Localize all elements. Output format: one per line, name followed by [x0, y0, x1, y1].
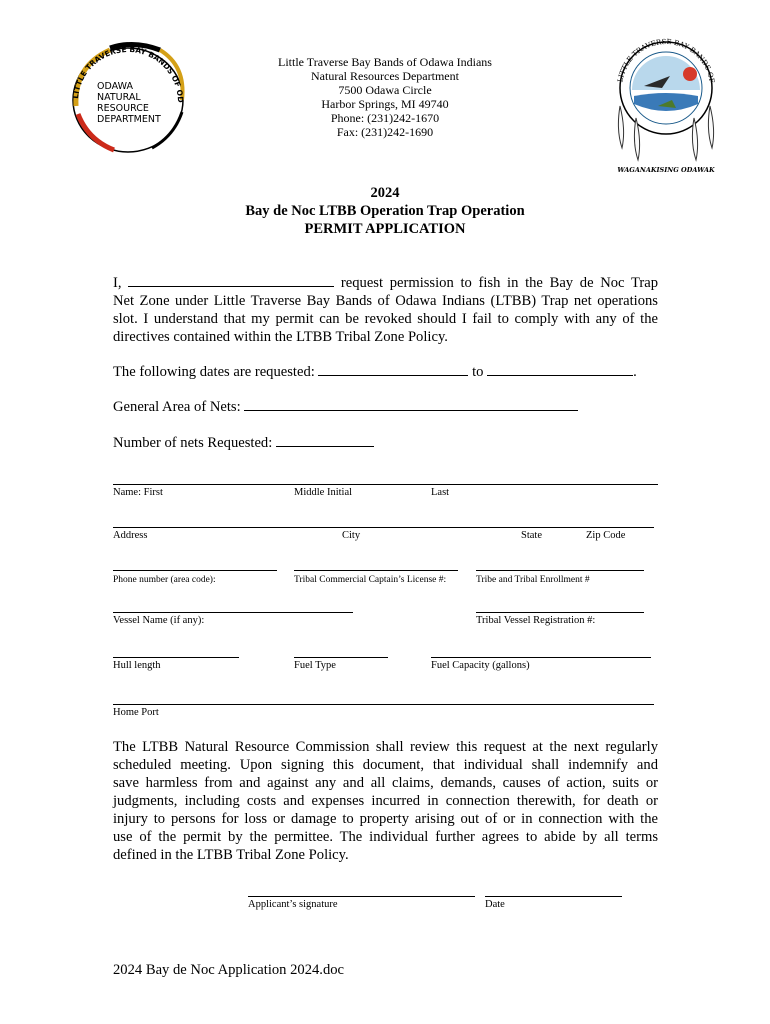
agreement-line-1: The LTBB Natural Resource Commission shall review this request at the next regularly [113, 739, 658, 755]
net-area-field[interactable] [244, 397, 578, 411]
left-logo-line-1: ODAWA [97, 81, 133, 92]
signature-date-label: Date [485, 899, 505, 910]
intro-paragraph [113, 273, 658, 346]
intro-line-1: I, request permission to fish in the Bay de Noc Trap [113, 275, 658, 291]
left-logo-line-3: RESOURCE [97, 103, 149, 114]
right-seal-caption: WAGANAKISING ODAWAK [617, 166, 715, 174]
home-port-label: Home Port [113, 707, 159, 718]
org-phone: Phone: (231)242-1670 [330, 111, 440, 125]
applicant-name-field[interactable] [128, 273, 334, 287]
area-line: General Area of Nets: [113, 397, 578, 416]
address-label: Address [113, 530, 148, 541]
first-name-label: Name: First [113, 487, 163, 498]
net-count-field[interactable] [276, 433, 374, 447]
agreement-paragraph [113, 738, 658, 864]
fuel-type-input-line[interactable] [294, 657, 388, 658]
fuel-capacity-input-line[interactable] [431, 657, 651, 658]
city-label: City [342, 530, 361, 541]
tribal-enrollment-input-line[interactable] [476, 570, 644, 571]
captain-license-label: Tribal Commercial Captain’s License #: [294, 575, 447, 585]
phone-label: Phone number (area code): [113, 575, 216, 585]
agreement-line-6: use of the permit by the permittee. The individual further agrees to abide by all terms [113, 829, 658, 845]
fuel-type-label: Fuel Type [294, 660, 336, 671]
nets-line: Number of nets Requested: [113, 433, 374, 452]
zip-code-label: Zip Code [586, 530, 626, 541]
document-filename: 2024 Bay de Noc Application 2024.doc [113, 962, 345, 978]
state-label: State [521, 530, 542, 541]
agreement-line-3: save harmless from and against any and all claims, demands, causes of action, suits or [113, 775, 658, 791]
intro-line-4: directives contained within the LTBB Tribal Zone Policy. [113, 329, 448, 345]
title-year: 2024 [370, 185, 400, 201]
org-name: Little Traverse Bay Bands of Odawa Indians [278, 55, 492, 69]
fuel-capacity-label: Fuel Capacity (gallons) [431, 660, 530, 671]
org-fax: Fax: (231)242-1690 [336, 125, 434, 139]
middle-initial-label: Middle Initial [294, 487, 353, 498]
org-street: 7500 Odawa Circle [338, 83, 432, 97]
name-input-line[interactable] [113, 484, 658, 485]
agreement-line-4: judgments, including costs and expenses incurred in connection therewith, for death or [113, 793, 658, 809]
title-program: Bay de Noc LTBB Operation Trap Operation [245, 203, 525, 219]
title-permit: PERMIT APPLICATION [304, 221, 466, 237]
last-name-label: Last [431, 487, 450, 498]
vessel-registration-input-line[interactable] [476, 612, 644, 613]
start-date-field[interactable] [318, 362, 468, 376]
vessel-registration-label: Tribal Vessel Registration #: [476, 615, 596, 626]
signature-label: Applicant’s signature [248, 899, 338, 910]
agreement-line-5: injury to persons for loss or damage to property arising out of or in connection with the [113, 811, 658, 827]
tribal-enrollment-label: Tribe and Tribal Enrollment # [476, 575, 590, 585]
vessel-name-label: Vessel Name (if any): [113, 615, 205, 626]
address-input-line[interactable] [113, 527, 654, 528]
phone-input-line[interactable] [113, 570, 277, 571]
right-seal-ring-text: LITTLE TRAVERSE BAY BANDS OF [616, 37, 716, 84]
agreement-line-2: scheduled meeting. Upon signing this document, that individual shall indemnify and [113, 757, 658, 773]
org-city: Harbor Springs, MI 49740 [321, 97, 449, 111]
end-date-field[interactable] [487, 362, 633, 376]
dates-line: The following dates are requested: to . [113, 364, 637, 380]
agreement-line-7: defined in the LTBB Tribal Zone Policy. [113, 847, 349, 863]
intro-line-2: Net Zone under Little Traverse Bay Bands of Odawa Indians (LTBB) Trap net operations [113, 293, 658, 309]
vessel-name-input-line[interactable] [113, 612, 353, 613]
hull-length-label: Hull length [113, 660, 161, 671]
org-department: Natural Resources Department [311, 69, 459, 83]
signature-input-line[interactable] [248, 896, 475, 897]
hull-length-input-line[interactable] [113, 657, 239, 658]
left-logo-line-2: NATURAL [97, 92, 141, 103]
left-logo-line-4: DEPARTMENT [97, 114, 161, 125]
home-port-input-line[interactable] [113, 704, 654, 705]
intro-line-3: slot. I understand that my permit can be revoked should I fail to comply with any of the [113, 311, 658, 327]
captain-license-input-line[interactable] [294, 570, 458, 571]
signature-date-input-line[interactable] [485, 896, 622, 897]
left-logo-ring-text: LITTLE TRAVERSE BAY BANDS OF OD [71, 44, 186, 103]
